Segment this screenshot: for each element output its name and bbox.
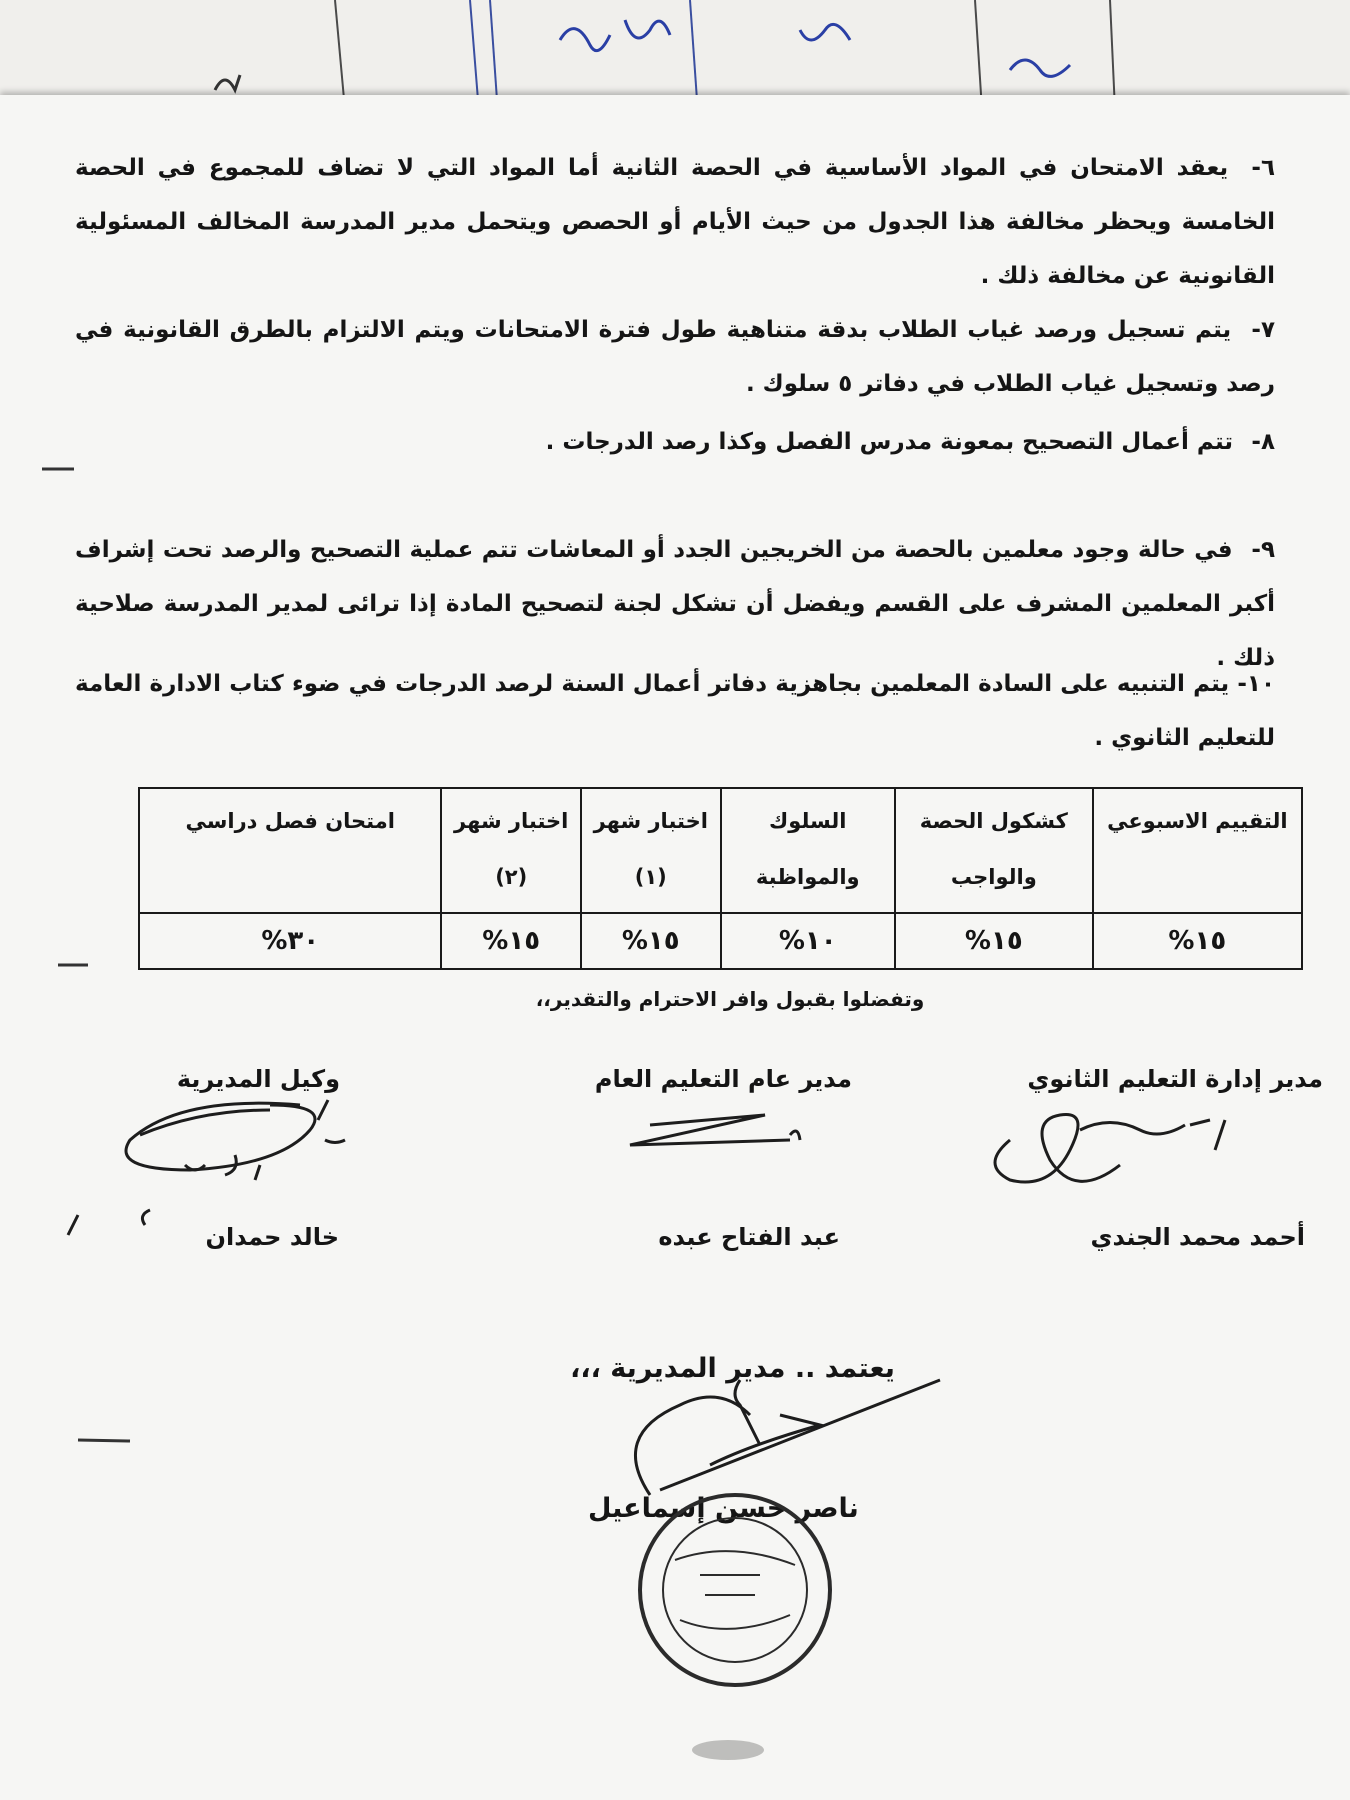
stamp-residue xyxy=(692,1740,764,1760)
signatory-title-deputy: وكيل المديرية xyxy=(176,1065,340,1093)
approval-signatory-name: ناصر حسن إسماعيل xyxy=(588,1493,859,1524)
paragraph-text: في حالة وجود معلمين بالحصة من الخريجين الجدد أو المعاشات تتم عملية التصحيح والرصد تحت إشراف أكبر المعلمين المشرف على القسم ويفضل أن تشكل لجنة لتصحيح المادة إذا ترائى لمدير المدرسة صلاحية ذلك . xyxy=(75,537,1275,671)
table-cell: ١٥% xyxy=(895,913,1093,969)
signature-approval xyxy=(635,1380,940,1495)
paragraph-number: ١٠- xyxy=(1237,671,1275,697)
paragraph-text: يعقد الامتحان في المواد الأساسية في الحصة الثانية أما المواد التي لا تضاف للمجموع في الحصة الخامسة ويحظر مخالفة هذا الجدول من حيث الأيام أو الحصص ويتحمل مدير المدرسة المخالف المسئولية القانونية عن مخالفة ذلك . xyxy=(75,155,1275,289)
paragraph-number: ٩- xyxy=(1251,537,1275,563)
table-header-cell: امتحان فصل دراسي xyxy=(139,788,441,913)
table-header-cell: اختبار شهر (١) xyxy=(581,788,721,913)
approval-label: يعتمد .. مدير المديرية ،،، xyxy=(570,1353,895,1384)
table-header-cell: كشكول الحصة والواجب xyxy=(895,788,1093,913)
signatory-title-secondary-education: مدير إدارة التعليم الثانوي xyxy=(1027,1065,1323,1093)
signatory-name-deputy: خالد حمدان xyxy=(205,1223,339,1251)
official-stamp xyxy=(640,1495,830,1685)
paragraph-number: ٦- xyxy=(1251,155,1276,181)
table-cell: ٣٠% xyxy=(139,913,441,969)
table-cell: ١٥% xyxy=(1093,913,1302,969)
signature-deputy xyxy=(68,1100,345,1235)
closing-line: وتفضلوا بقبول وافر الاحترام والتقدير،، xyxy=(535,987,925,1011)
paragraph-text: يتم التنبيه على السادة المعلمين بجاهزية دفاتر أعمال السنة لرصد الدرجات في ضوء كتاب الادارة العامة للتعليم الثانوي . xyxy=(75,671,1275,751)
table-cell: ١٥% xyxy=(441,913,581,969)
table-header-cell: اختبار شهر (٢) xyxy=(441,788,581,913)
signatory-name-secondary-education: أحمد محمد الجندي xyxy=(1090,1223,1305,1251)
document-page xyxy=(0,95,1350,1800)
table-cell: ١٥% xyxy=(581,913,721,969)
signature-secondary-education xyxy=(995,1114,1225,1182)
table-header-cell: السلوك والمواظبة xyxy=(721,788,895,913)
table-header-cell: التقييم الاسبوعي xyxy=(1093,788,1302,913)
paragraph-text: يتم تسجيل ورصد غياب الطلاب بدقة متناهية طول فترة الامتحانات ويتم الالتزام بالطرق القانونية في رصد وتسجيل غياب الطلاب في دفاتر ٥ سلوك . xyxy=(75,317,1275,397)
signatory-name-general-education: عبد الفتاح عبده xyxy=(658,1223,840,1251)
paragraph-number: ٧- xyxy=(1251,317,1275,343)
signature-general-education xyxy=(630,1115,800,1145)
paragraph-number: ٨- xyxy=(1251,429,1275,455)
signatures-and-stamp xyxy=(0,95,1350,1800)
signatory-title-general-education: مدير عام التعليم العام xyxy=(594,1065,852,1093)
table-cell: ١٠% xyxy=(721,913,895,969)
paragraph-text: تتم أعمال التصحيح بمعونة مدرس الفصل وكذا رصد الدرجات . xyxy=(545,429,1233,455)
